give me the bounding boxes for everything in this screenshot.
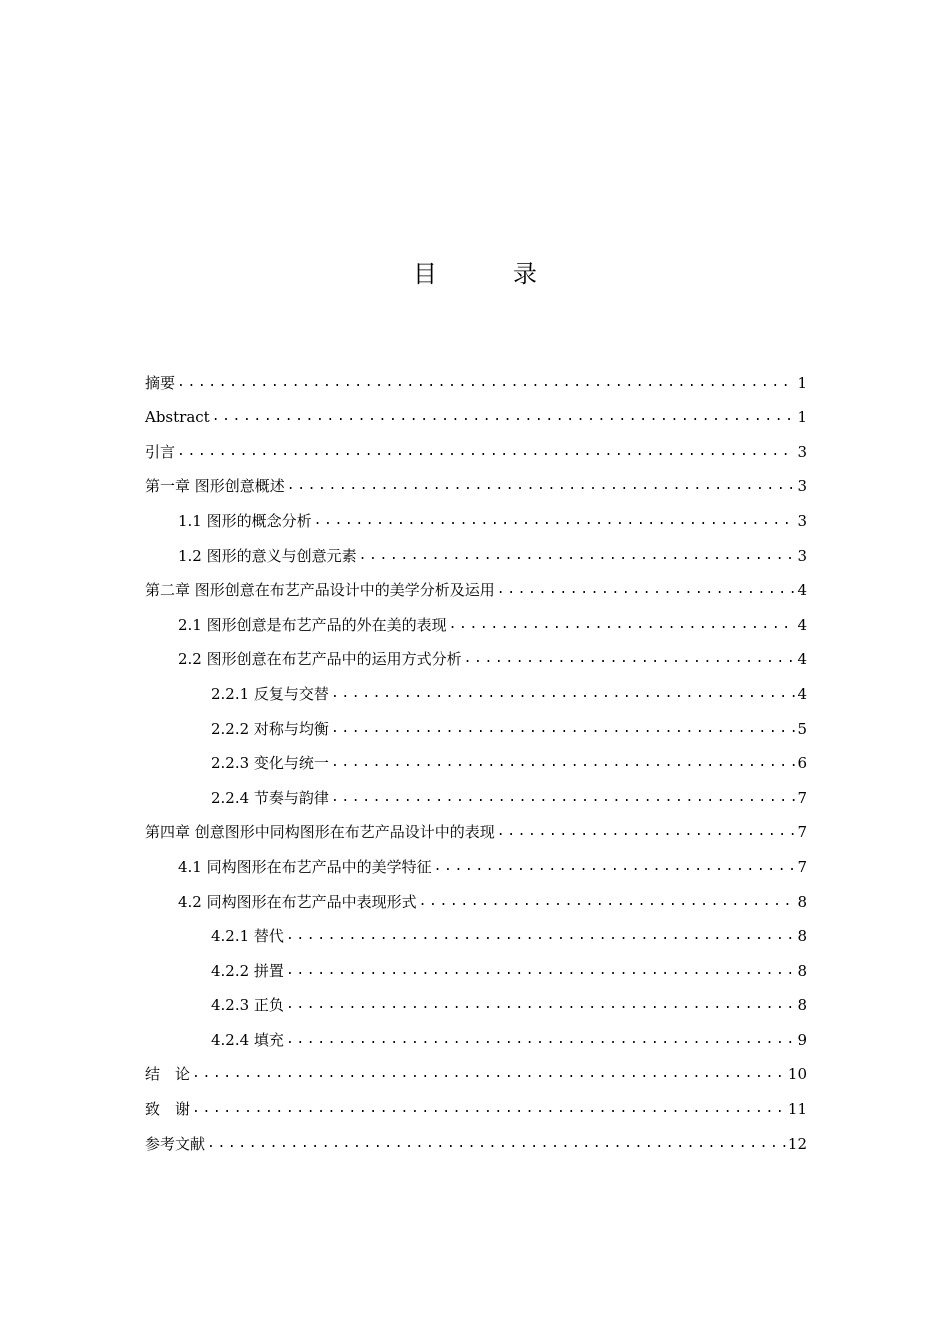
- toc-entry[interactable]: [145, 1015, 807, 1050]
- toc-entry[interactable]: [145, 531, 807, 566]
- toc-entry-page: 4: [797, 650, 807, 669]
- dot-leader: [331, 684, 795, 704]
- dot-leader: [286, 995, 795, 1015]
- toc-entry-title: 参考文献: [145, 1134, 206, 1153]
- dot-leader: [192, 1099, 786, 1119]
- toc-entry-page: 4: [797, 581, 807, 600]
- toc-entry[interactable]: [145, 946, 807, 981]
- toc-entry-page: 1: [797, 408, 807, 427]
- toc-entry-title: 2.1 图形创意是布艺产品的外在美的表现: [178, 615, 447, 634]
- toc-entry-page: 10: [787, 1065, 807, 1084]
- toc-entry[interactable]: [145, 704, 807, 739]
- toc-entry-title: 引言: [145, 442, 176, 461]
- dot-leader: [464, 649, 795, 669]
- toc-entry[interactable]: [145, 773, 807, 808]
- toc-entry-page: 3: [797, 477, 807, 496]
- toc-entry[interactable]: [145, 1084, 807, 1119]
- dot-leader: [359, 546, 795, 566]
- toc-entry[interactable]: [145, 393, 807, 428]
- toc-entry[interactable]: [145, 462, 807, 497]
- toc-entry-title: 第四章 创意图形中同构图形在布艺产品设计中的表现: [145, 823, 495, 842]
- toc-entry-page: 8: [797, 996, 807, 1015]
- toc-entry-title: 1.1 图形的概念分析: [178, 511, 312, 530]
- dot-leader: [331, 788, 795, 808]
- toc-entry[interactable]: [145, 1050, 807, 1085]
- dot-leader: [177, 373, 795, 393]
- toc-entry-title: 第二章 图形创意在布艺产品设计中的美学分析及运用: [145, 581, 495, 600]
- toc-entry-title: 4.1 同构图形在布艺产品中的美学特征: [178, 857, 432, 876]
- dot-leader: [434, 857, 795, 877]
- toc-entry-title: 4.2.3 正负: [211, 996, 284, 1015]
- toc-entry[interactable]: [145, 566, 807, 601]
- toc-entry-title: 2.2.2 对称与均衡: [211, 719, 329, 738]
- dot-leader: [286, 961, 795, 981]
- toc-entry[interactable]: [145, 600, 807, 635]
- dot-leader: [449, 615, 795, 635]
- toc-entry-title: 2.2.1 反复与交替: [211, 684, 329, 703]
- toc-entry-title: 摘要: [145, 373, 176, 392]
- dot-leader: [192, 1064, 786, 1084]
- dot-leader: [177, 442, 795, 462]
- toc-entry-title: 4.2.1 替代: [211, 927, 284, 946]
- toc-entry-title: 2.2.3 变化与统一: [211, 754, 329, 773]
- dot-leader: [331, 753, 795, 773]
- toc-title: 目 录: [413, 260, 563, 288]
- toc-entry-page: 3: [797, 442, 807, 461]
- toc-entry[interactable]: [145, 739, 807, 774]
- toc-entry-page: 8: [797, 927, 807, 946]
- dot-leader: [331, 719, 795, 739]
- toc-entry[interactable]: [145, 496, 807, 531]
- toc-entry-title: 1.2 图形的意义与创意元素: [178, 546, 357, 565]
- toc-entry[interactable]: [145, 877, 807, 912]
- dot-leader: [419, 892, 795, 912]
- toc-entry[interactable]: [145, 842, 807, 877]
- toc-entry[interactable]: [145, 427, 807, 462]
- dot-leader: [286, 1030, 795, 1050]
- dot-leader: [212, 407, 795, 427]
- toc-entry[interactable]: [145, 1119, 807, 1154]
- toc-entry-page: 12: [787, 1134, 807, 1153]
- toc-entry[interactable]: [145, 635, 807, 670]
- toc-entry-page: 9: [797, 1030, 807, 1049]
- toc-entry-title: Abstract: [145, 408, 210, 427]
- dot-leader: [287, 476, 795, 496]
- toc-entry-page: 8: [797, 961, 807, 980]
- toc-entry-title: 2.2.4 节奏与韵律: [211, 788, 329, 807]
- toc-entry-page: 7: [797, 823, 807, 842]
- toc-entry[interactable]: [145, 669, 807, 704]
- toc-entry-page: 8: [797, 892, 807, 911]
- toc-entry-title: 4.2 同构图形在布艺产品中表现形式: [178, 892, 417, 911]
- toc-entry-page: 3: [797, 546, 807, 565]
- toc-entry[interactable]: [145, 912, 807, 947]
- dot-leader: [497, 822, 795, 842]
- dot-leader: [286, 926, 795, 946]
- dot-leader: [207, 1134, 786, 1154]
- toc-entry-page: 11: [787, 1100, 807, 1119]
- toc-entry-page: 6: [797, 754, 807, 773]
- toc-entry-page: 3: [797, 511, 807, 530]
- toc-entry-title: 4.2.2 拼置: [211, 961, 284, 980]
- dot-leader: [497, 580, 795, 600]
- toc-entry[interactable]: [145, 358, 807, 393]
- dot-leader: [314, 511, 795, 531]
- toc-entry-title: 4.2.4 填充: [211, 1030, 284, 1049]
- toc-entry-title: 结 论: [145, 1065, 191, 1084]
- toc-entry[interactable]: [145, 981, 807, 1016]
- toc-entry-title: 致 谢: [145, 1100, 191, 1119]
- toc-entry-page: 4: [797, 684, 807, 703]
- toc-entry-title: 第一章 图形创意概述: [145, 477, 285, 496]
- toc-entry-title: 2.2 图形创意在布艺产品中的运用方式分析: [178, 650, 462, 669]
- toc-entry-page: 7: [797, 788, 807, 807]
- toc-entry-page: 5: [797, 719, 807, 738]
- toc-entry[interactable]: [145, 808, 807, 843]
- toc-entry-page: 4: [797, 615, 807, 634]
- toc-list: [145, 358, 807, 1154]
- toc-entry-page: 7: [797, 857, 807, 876]
- toc-entry-page: 1: [797, 373, 807, 392]
